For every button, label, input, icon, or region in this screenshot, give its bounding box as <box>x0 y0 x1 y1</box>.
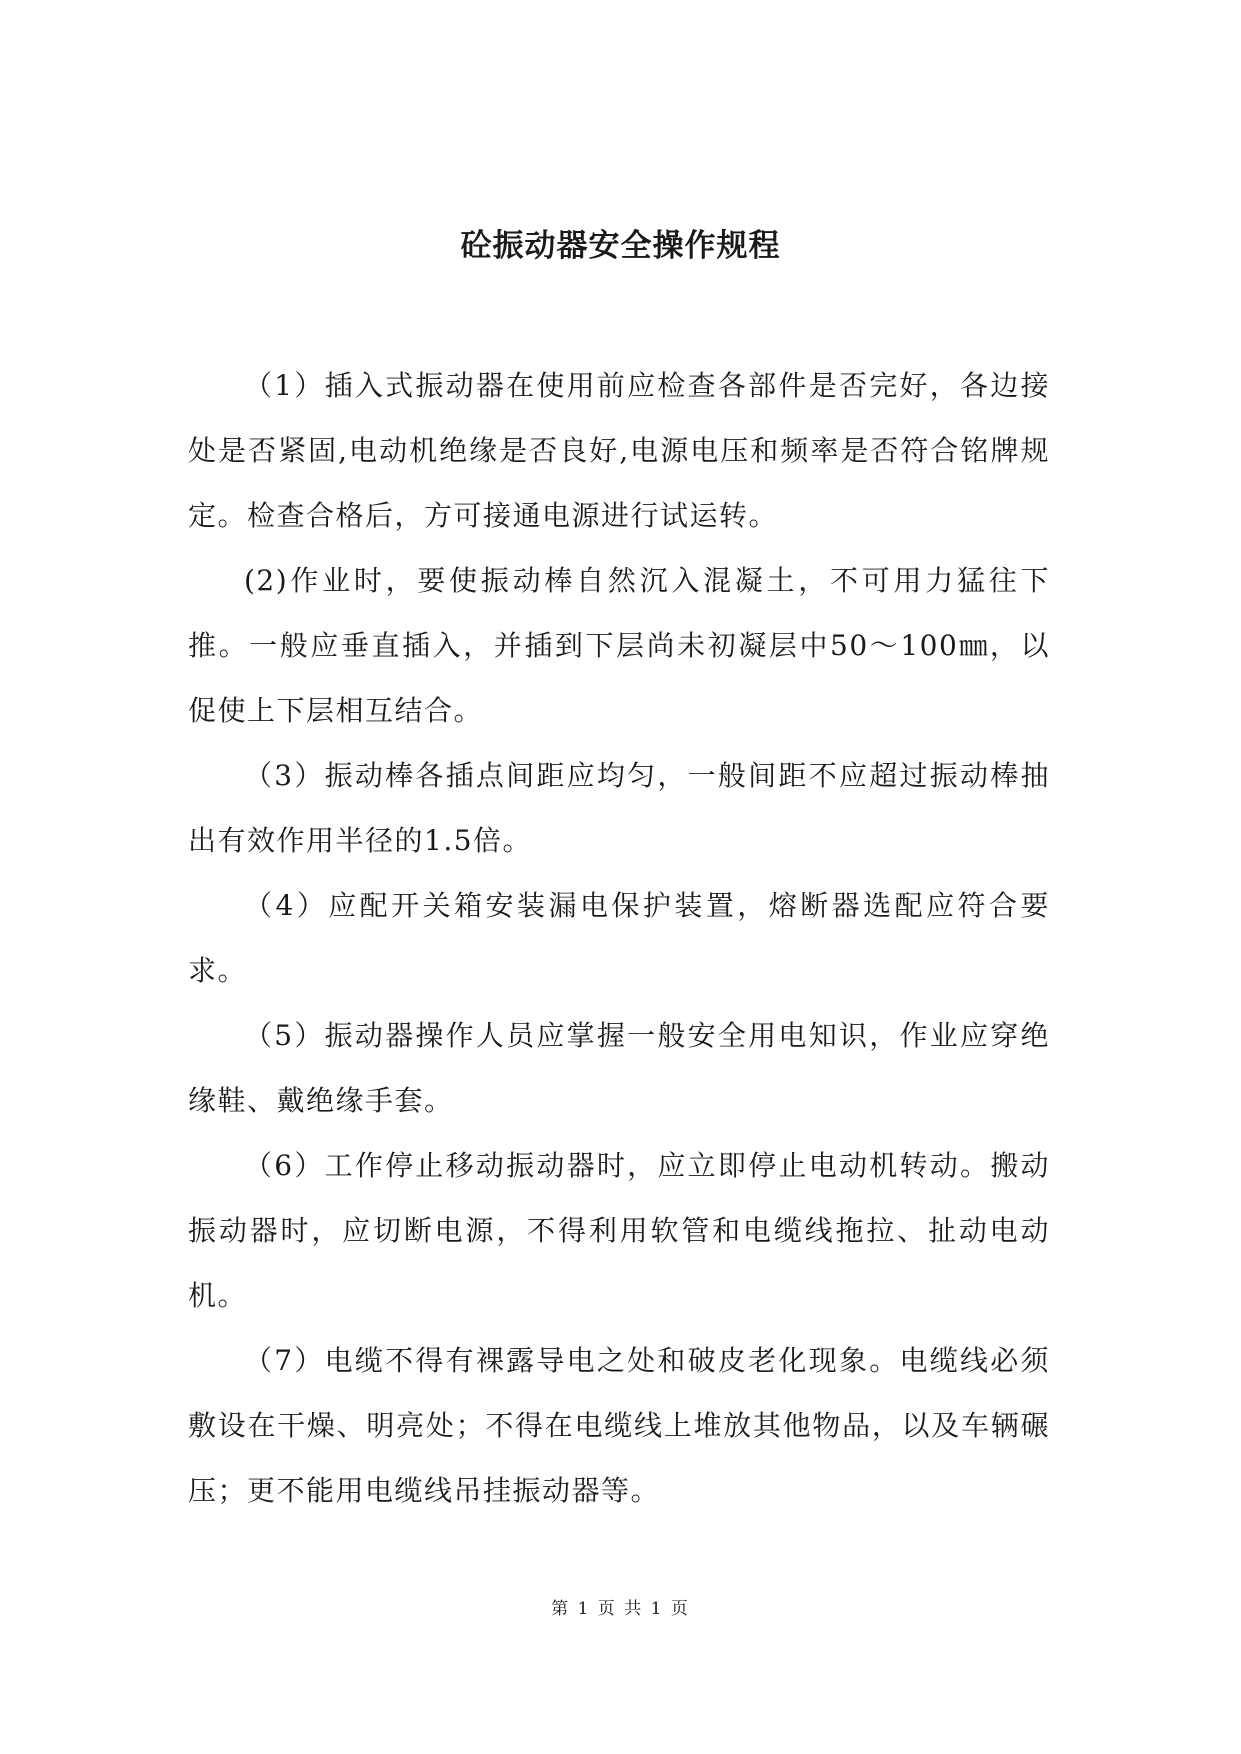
paragraph-1: （1）插入式振动器在使用前应检查各部件是否完好，各边接处是否紧固,电动机绝缘是否良好,电源电压和频率是否符合铭牌规定。检查合格后，方可接通电源进行试运转。 <box>188 369 1050 532</box>
paragraph-5: （5）振动器操作人员应掌握一般安全用电知识，作业应穿绝缘鞋、戴绝缘手套。 <box>188 1019 1050 1117</box>
paragraph-2: (2)作业时，要使振动棒自然沉入混凝土，不可用力猛往下推。一般应垂直插入，并插到下层尚未初凝层中50～100㎜，以促使上下层相互结合。 <box>188 564 1050 727</box>
paragraph-3: （3）振动棒各插点间距应均匀，一般间距不应超过振动棒抽出有效作用半径的1.5倍。 <box>188 759 1050 857</box>
document-body <box>188 353 1050 1523</box>
page-number-footer: 第 1 页 共 1 页 <box>551 1599 690 1619</box>
document-title: 砼振动器安全操作规程 <box>460 228 781 264</box>
paragraph-6: （6）工作停止移动振动器时，应立即停止电动机转动。搬动振动器时，应切断电源，不得利用软管和电缆线拖拉、扯动电动机。 <box>188 1149 1050 1312</box>
paragraph-4: （4）应配开关箱安装漏电保护装置，熔断器选配应符合要求。 <box>188 889 1050 987</box>
paragraph-7: （7）电缆不得有裸露导电之处和破皮老化现象。电缆线必须敷设在干燥、明亮处；不得在电缆线上堆放其他物品，以及车辆碾压；更不能用电缆线吊挂振动器等。 <box>188 1344 1050 1507</box>
